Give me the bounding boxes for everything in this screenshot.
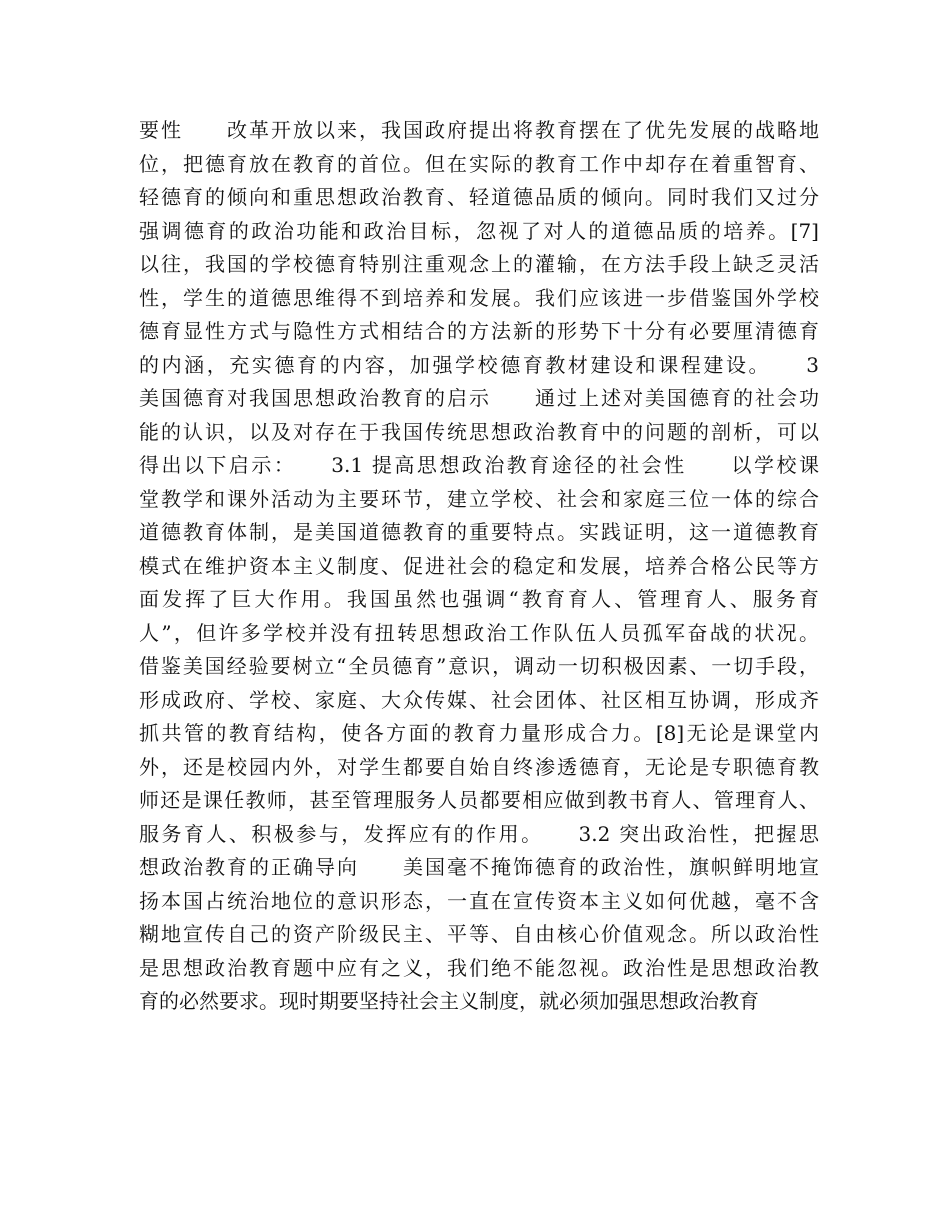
text-line: 轻德育的倾向和重思想政治教育、轻道德品质的倾向。同时我们又过分: [139, 185, 819, 209]
text-line: 的内涵，充实德育的内容，加强学校德育教材建设和课程建设。 3: [139, 352, 819, 377]
text-line: 得出以下启示： 3.1 提高思想政治教育途径的社会性 以学校课: [139, 453, 819, 477]
text-line: 以往，我国的学校德育特别注重观念上的灌输，在方法手段上缺乏灵活: [139, 252, 819, 276]
text-line: 强调德育的政治功能和政治目标，忽视了对人的道德品质的培养。[7]: [139, 218, 819, 243]
text-line: 人”，但许多学校并没有扭转思想政治工作队伍人员孤军奋战的状况。: [139, 620, 819, 645]
text-line: 借鉴美国经验要树立“全员德育”意识，调动一切积极因素、一切手段，: [139, 654, 819, 678]
text-line: 模式在维护资本主义制度、促进社会的稳定和发展，培养合格公民等方: [139, 553, 819, 578]
body-text: [139, 114, 819, 1019]
text-line: 扬本国占统治地位的意识形态，一直在宣传资本主义如何优越，毫不含: [139, 888, 819, 913]
text-line: 美国德育对我国思想政治教育的启示 通过上述对美国德育的社会功: [139, 386, 819, 410]
text-line: 育的必然要求。现时期要坚持社会主义制度，就必须加强思想政治教育: [139, 989, 759, 1013]
text-line: 性，学生的道德思维得不到培养和发展。我们应该进一步借鉴国外学校: [139, 285, 819, 310]
text-line: 外，还是校园内外，对学生都要自始自终渗透德育，无论是专职德育教: [139, 754, 819, 779]
text-line: 是思想政治教育题中应有之义，我们绝不能忽视。政治性是思想政治教: [139, 955, 819, 980]
text-line: 想政治教育的正确导向 美国毫不掩饰德育的政治性，旗帜鲜明地宣: [139, 855, 819, 879]
text-line: 服务育人、积极参与，发挥应有的作用。 3.2 突出政治性，把握思: [139, 821, 819, 846]
text-line: 能的认识，以及对存在于我国传统思想政治教育中的问题的剖析，可以: [139, 419, 819, 444]
text-line: 糊地宣传自己的资产阶级民主、平等、自由核心价值观念。所以政治性: [139, 922, 819, 946]
text-line: 师还是课任教师，甚至管理服务人员都要相应做到教书育人、管理育人、: [139, 788, 819, 812]
text-line: 德育显性方式与隐性方式相结合的方法新的形势下十分有必要厘清德育: [139, 319, 819, 343]
text-line: 堂教学和课外活动为主要环节，建立学校、社会和家庭三位一体的综合: [139, 486, 819, 511]
text-line: 抓共管的教育结构，使各方面的教育力量形成合力。[8]无论是课堂内: [139, 721, 819, 745]
text-line: 形成政府、学校、家庭、大众传媒、社会团体、社区相互协调，形成齐: [139, 687, 819, 712]
text-line: 要性 改革开放以来，我国政府提出将教育摆在了优先发展的战略地: [139, 118, 819, 142]
text-line: 位，把德育放在教育的首位。但在实际的教育工作中却存在着重智育、: [139, 151, 819, 176]
text-line: 道德教育体制，是美国道德教育的重要特点。实践证明，这一道德教育: [139, 520, 819, 544]
text-line: 面发挥了巨大作用。我国虽然也强调“教育育人、管理育人、服务育: [139, 587, 819, 611]
